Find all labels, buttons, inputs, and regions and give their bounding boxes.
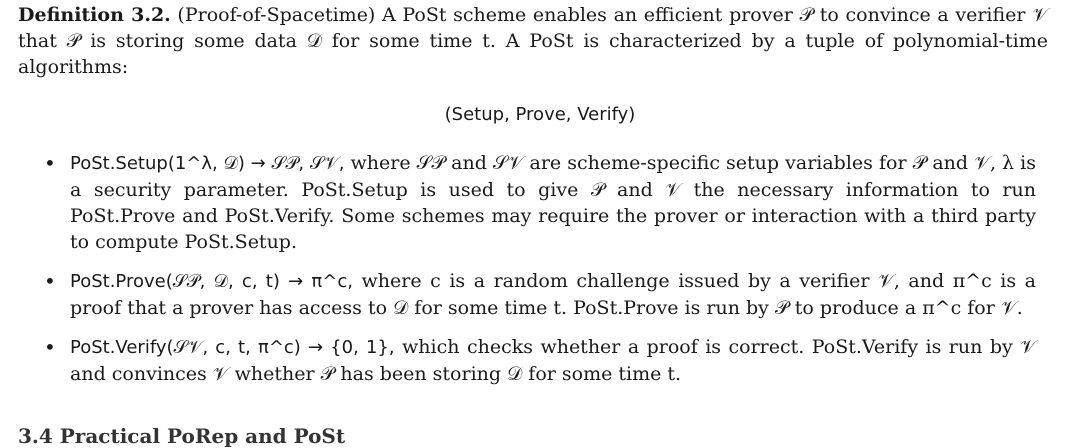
prove-signature: PoSt.Prove(𝒮𝒫, 𝒟, c, t) → π^c, bbox=[70, 271, 353, 292]
next-section-heading: 3.4 Practical PoRep and PoSt bbox=[18, 424, 346, 448]
setup-signature: PoSt.Setup(1^λ, 𝒟) → 𝒮𝒫, 𝒮𝒱, bbox=[70, 153, 345, 174]
verify-description: which checks whether a proof is correct. PoSt.Verify is run by 𝒱 and convinces 𝒱 whether 𝒫 has been storing 𝒟 for some time t. bbox=[70, 336, 1037, 385]
prove-description: where c is a random challenge issued by a verifier 𝒱, and π^c is a proof that a prover has access to 𝒟 for some time t. PoSt.Prove is run by 𝒫 to produce a π^c for 𝒱. bbox=[70, 270, 1037, 319]
definition-name: (Proof-of-Spacetime) bbox=[177, 4, 376, 26]
algorithm-tuple: (Setup, Prove, Verify) bbox=[444, 104, 636, 125]
list-item-prove bbox=[44, 268, 1036, 321]
definition-body: A PoSt scheme enables an efficient prover 𝒫 to convince a verifier 𝒱 that 𝒫 is storing some data 𝒟 for some time t. A PoSt is characterized by a tuple of polynomial-time algorithms: bbox=[18, 4, 1048, 78]
setup-description: where 𝒮𝒫 and 𝒮𝒱 are scheme-specific setup variables for 𝒫 and 𝒱, λ is a security parameter. PoSt.Setup is used to give 𝒫 and 𝒱 the necessary information to run PoSt.Prove and PoSt.Verify. Some schemes may require the prover or interaction with a third party to compute PoSt.Setup. bbox=[70, 152, 1036, 253]
definition-paragraph bbox=[18, 2, 1048, 80]
list-item-verify bbox=[44, 334, 1036, 387]
verify-signature: PoSt.Verify(𝒮𝒱, c, t, π^c) → {0, 1}, bbox=[70, 337, 395, 358]
algorithm-list bbox=[44, 150, 1036, 400]
definition-label: Definition 3.2. bbox=[18, 4, 171, 26]
list-item-setup bbox=[44, 150, 1036, 255]
